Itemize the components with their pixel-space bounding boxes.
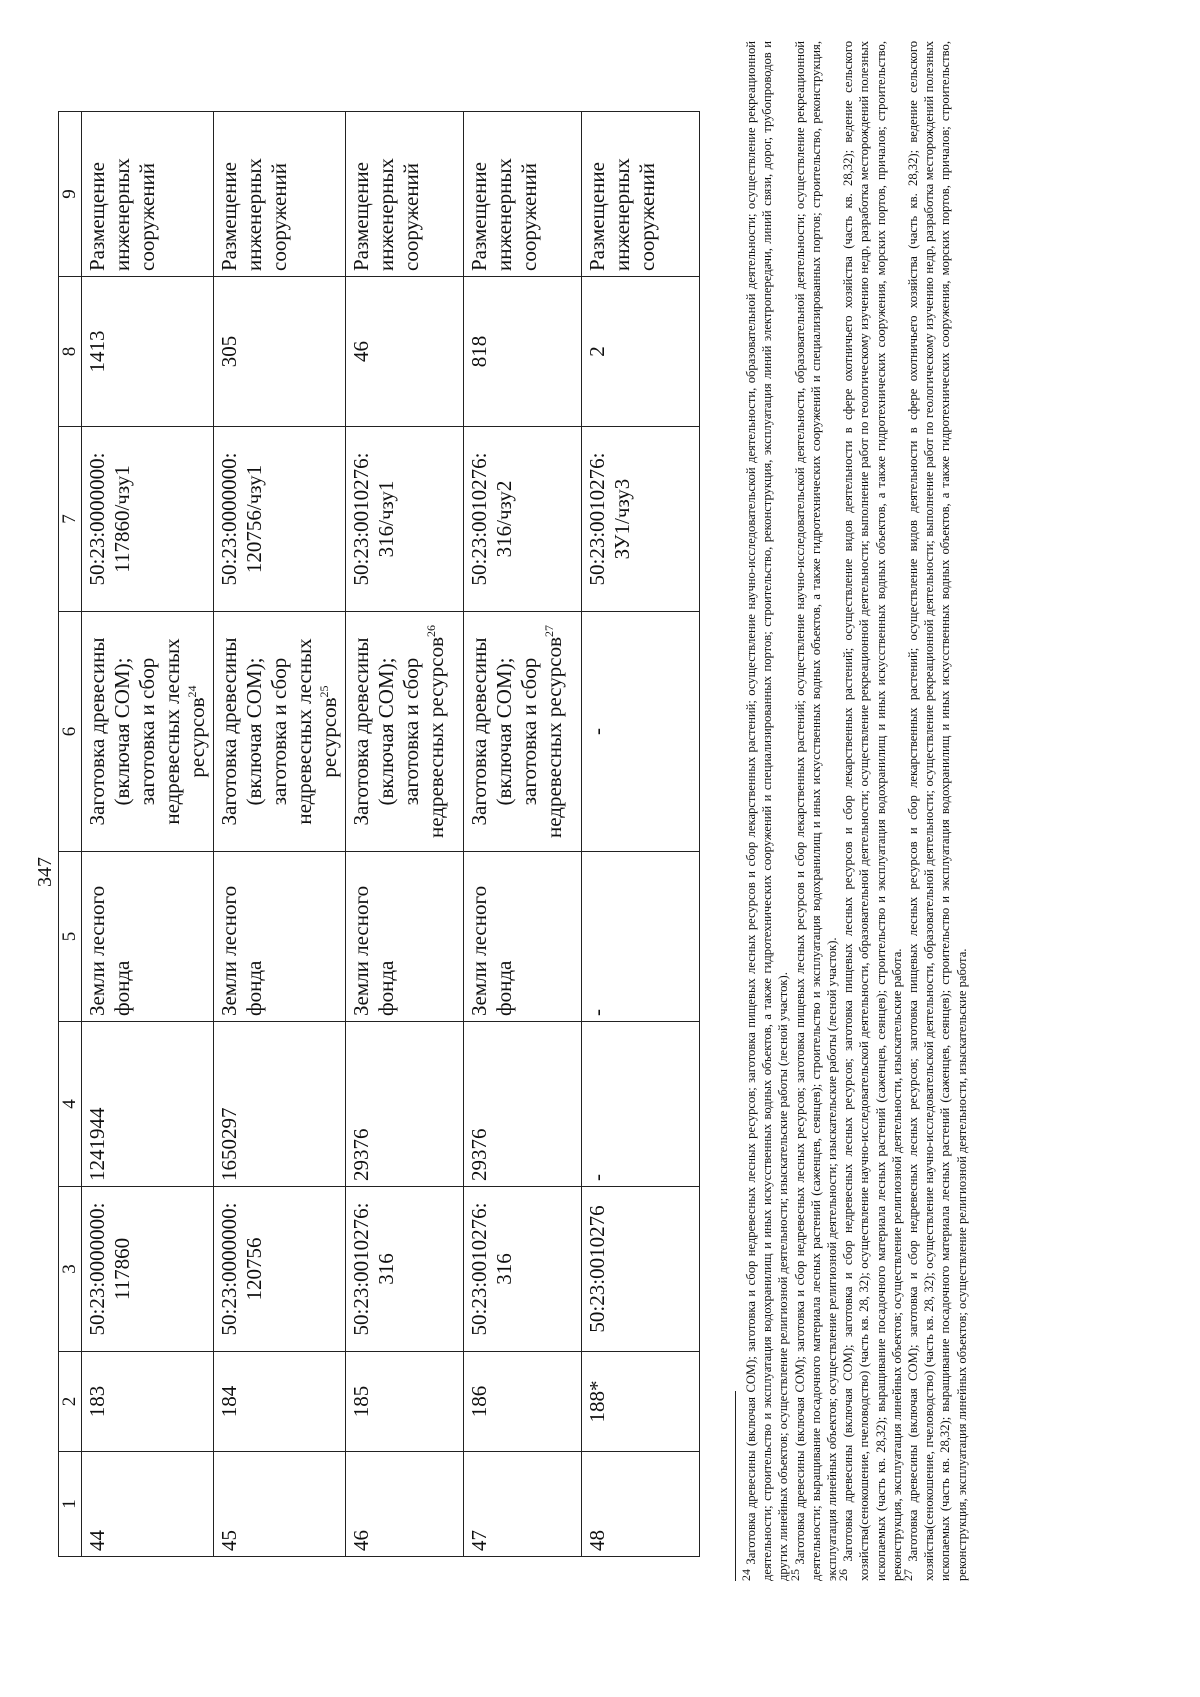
page-number: 347	[34, 857, 56, 887]
area-cell-text: -	[585, 1174, 609, 1181]
area-cell	[582, 1022, 700, 1187]
footnote	[738, 41, 792, 1581]
column-number: 4	[59, 1022, 82, 1187]
footnote-reference: 27	[542, 625, 556, 638]
footnotes	[735, 41, 970, 1581]
purpose-cell-text: Размещение инженерных сооружений	[85, 158, 159, 271]
footnote-number: 27	[900, 1569, 915, 1581]
plot-number-cell	[464, 1352, 582, 1452]
footnote-reference: 26	[424, 625, 438, 638]
part-number-cell-text: 50:23:0000000: 120756/чзу1	[217, 452, 266, 586]
purpose-cell	[582, 112, 700, 277]
permitted-use-cell	[464, 612, 582, 852]
plot-number-cell-text: 184	[217, 1385, 241, 1418]
table-row	[214, 112, 346, 1557]
column-number: 9	[59, 112, 82, 277]
cadastral-number-cell	[346, 1187, 464, 1352]
land-category-cell-text: Земли лесного фонда	[85, 885, 134, 1016]
part-area-cell-text: 2	[585, 346, 609, 357]
land-category-cell-text: Земли лесного фонда	[467, 885, 516, 1016]
land-category-cell-text: -	[585, 1009, 609, 1016]
footnote	[900, 41, 970, 1581]
permitted-use-cell	[214, 612, 346, 852]
table-row	[82, 112, 214, 1557]
plot-number-cell	[82, 1352, 214, 1452]
part-number-cell	[214, 427, 346, 612]
part-area-cell	[82, 277, 214, 427]
part-area-cell	[464, 277, 582, 427]
part-area-cell-text: 818	[467, 335, 491, 368]
part-area-cell	[582, 277, 700, 427]
plot-number-cell-text: 188*	[585, 1380, 609, 1423]
row-number-cell	[464, 1452, 582, 1557]
area-cell-text: 1650297	[217, 1107, 241, 1181]
footnote-text: Заготовка древесины (включая СОМ); заготовка и сбор недревесных лесных ресурсов; заготовка пищевых лесных ресурсов и сбор лекарственных растений; осуществление научно-исследовательской деятельности, образовательной деятельности; осуществление рекреационной деятельности; строительство и эксплуатация водохранилищ и иных искусственных водных объектов, а также гидротехнических сооружений и специализированных портов; строительство, реконструкция, эксплуатация линий электропередачи, линий связи, дорог, трубопроводов и других линейных объектов; осуществление религиозной деятельности; изыскательские работы (лесной участок).	[744, 41, 791, 1581]
column-number: 3	[59, 1187, 82, 1352]
purpose-cell-text: Размещение инженерных сооружений	[217, 158, 291, 271]
row-number-cell-text: 45	[217, 1530, 241, 1551]
cadastral-number-cell-text: 50:23:0010276: 316	[467, 1202, 516, 1336]
purpose-cell	[82, 112, 214, 277]
permitted-use-cell-text: Заготовка древесины (включая СОМ); заготовка и сбор недревесных ресурсов	[467, 637, 566, 838]
column-number: 6	[59, 612, 82, 852]
footnote-text: Заготовка древесины (включая СОМ); заготовка и сбор недревесных лесных ресурсов; заготовка пищевых лесных ресурсов и сбор лекарственных растений; осуществление научно-исследовательской деятельности, образовательной деятельности; осуществление рекреационной деятельности; выращивание посадочного материала лесных растений (саженцев, сеянцев); строительство и эксплуатация водохранилищ и иных искусственных водных объектов, а также гидротехнических сооружений и специализированных портов; строительство, реконструкция, эксплуатация линейных объектов; осуществление религиозной деятельности; изыскательские работы (лесной участок).	[792, 41, 840, 1581]
purpose-cell-text: Размещение инженерных сооружений	[585, 158, 659, 271]
part-number-cell	[464, 427, 582, 612]
cadastral-number-cell	[214, 1187, 346, 1352]
plot-number-cell-text: 183	[85, 1385, 109, 1418]
land-category-cell	[214, 852, 346, 1022]
part-number-cell-text: 50:23:0010276: 316/чзу2	[467, 452, 516, 586]
row-number-cell-text: 47	[467, 1530, 491, 1551]
part-number-cell	[346, 427, 464, 612]
land-category-cell	[582, 852, 700, 1022]
purpose-cell	[464, 112, 582, 277]
area-cell	[346, 1022, 464, 1187]
part-number-cell-text: 50:23:0010276: ЗУ1/чзу3	[585, 452, 634, 586]
column-number: 7	[59, 427, 82, 612]
cadastral-number-cell	[464, 1187, 582, 1352]
table-row	[464, 112, 582, 1557]
column-number: 2	[59, 1352, 82, 1452]
land-category-cell-text: Земли лесного фонда	[217, 885, 266, 1016]
footnote	[836, 41, 905, 1581]
permitted-use-cell	[582, 612, 700, 852]
part-number-cell	[82, 427, 214, 612]
part-area-cell	[214, 277, 346, 427]
area-cell	[214, 1022, 346, 1187]
footnote-list	[738, 41, 970, 1581]
column-number-row	[59, 112, 82, 1557]
area-cell	[464, 1022, 582, 1187]
permitted-use-cell	[346, 612, 464, 852]
footnote-separator	[735, 1391, 736, 1581]
purpose-cell-text: Размещение инженерных сооружений	[467, 158, 541, 271]
part-number-cell	[582, 427, 700, 612]
part-area-cell-text: 1413	[85, 330, 109, 373]
row-number-cell	[346, 1452, 464, 1557]
permitted-use-cell-text: Заготовка древесины (включая СОМ); заготовка и сбор недревесных ресурсов	[349, 637, 448, 838]
land-plots-table	[58, 111, 700, 1557]
footnote-number: 25	[787, 1569, 802, 1581]
column-number: 1	[59, 1452, 82, 1557]
footnote-text: Заготовка древесины (включая СОМ); заготовка и сбор недревесных лесных ресурсов; заготовка пищевых лесных ресурсов и сбор лекарственных растений; осуществление видов деятельности в сфере охотничьего хозяйства (часть кв. 28,32); ведение сельского хозяйства(сенокошение, пчеловодство) (часть кв. 28, 32); осуществление научно-исследовательской деятельности, образовательной деятельности; осуществление рекреационной деятельности; выполнение работ по геологическому изучению недр, разработка месторождений полезных ископаемых (часть кв. 28,32); выращивание посадочного материала лесных растений (саженцев, сеянцев); строительство и эксплуатация водохранилищ и иных искусственных водных объектов, а также гидротехнических сооружения, морских портов, причалов; строительство, реконструкция, эксплуатация линейных объектов; осуществление религиозной деятельности, изыскательские работа.	[841, 41, 904, 1581]
column-number: 5	[59, 852, 82, 1022]
cadastral-number-cell-text: 50:23:0000000: 117860	[85, 1202, 134, 1336]
footnote-text: Заготовка древесины (включая СОМ); заготовка и сбор недревесных лесных ресурсов; заготовка пищевых лесных ресурсов и сбор лекарственных растений; осуществление видов деятельности в сфере охотничьего хозяйства (часть кв. 28,32); ведение сельского хозяйства(сенокошение, пчеловодство) (часть кв. 28, 32); осуществление научно-исследовательской деятельности, образовательной деятельности; осуществление рекреационной деятельности; выполнение работ по геологическому изучению недр, разработка месторождений полезных ископаемых (часть кв. 28,32); выращивание посадочного материала лесных растений (саженцев, сеянцев); строительство и эксплуатация водохранилищ и иных искусственных водных объектов, а также гидротехнических сооружения, морских портов, причалов; строительство, реконструкция, эксплуатация линейных объектов; осуществление религиозной деятельности, изыскательские работа.	[906, 41, 969, 1581]
cadastral-number-cell-text: 50:23:0000000: 120756	[217, 1202, 266, 1336]
column-number: 8	[59, 277, 82, 427]
table-body	[82, 112, 700, 1557]
part-area-cell-text: 305	[217, 335, 241, 368]
table-row	[346, 112, 464, 1557]
cadastral-number-cell	[582, 1187, 700, 1352]
area-cell	[82, 1022, 214, 1187]
row-number-cell-text: 48	[585, 1530, 609, 1551]
permitted-use-cell-text: Заготовка древесины (включая СОМ); заготовка и сбор недревесных лесных ресурсов	[85, 637, 209, 826]
cadastral-number-cell-text: 50:23:0010276: 316	[349, 1202, 398, 1336]
area-cell-text: 29376	[467, 1128, 491, 1181]
area-cell-text: 29376	[349, 1128, 373, 1181]
purpose-cell	[214, 112, 346, 277]
area-cell-text: 1241944	[85, 1107, 109, 1181]
land-category-cell	[82, 852, 214, 1022]
footnote	[787, 41, 841, 1581]
plot-number-cell	[346, 1352, 464, 1452]
footnote-reference: 24	[185, 685, 199, 698]
land-category-cell-text: Земли лесного фонда	[349, 885, 398, 1016]
land-category-cell	[346, 852, 464, 1022]
footnote-number: 26	[836, 1569, 851, 1581]
plot-number-cell-text: 186	[467, 1385, 491, 1418]
plot-number-cell	[214, 1352, 346, 1452]
row-number-cell-text: 44	[85, 1530, 109, 1551]
table-row	[582, 112, 700, 1557]
part-area-cell	[346, 277, 464, 427]
row-number-cell	[582, 1452, 700, 1557]
part-area-cell-text: 46	[349, 341, 373, 362]
footnote-number: 24	[738, 1569, 753, 1581]
land-category-cell	[464, 852, 582, 1022]
part-number-cell-text: 50:23:0010276: 316/чзу1	[349, 452, 398, 586]
permitted-use-cell-text: -	[585, 728, 609, 735]
footnote-reference: 25	[317, 685, 331, 698]
plot-number-cell	[582, 1352, 700, 1452]
row-number-cell	[82, 1452, 214, 1557]
purpose-cell	[346, 112, 464, 277]
permitted-use-cell-text: Заготовка древесины (включая СОМ); заготовка и сбор недревесных лесных ресурсов	[217, 637, 341, 826]
cadastral-number-cell-text: 50:23:0010276	[585, 1205, 609, 1333]
plot-number-cell-text: 185	[349, 1385, 373, 1418]
row-number-cell-text: 46	[349, 1530, 373, 1551]
part-number-cell-text: 50:23:0000000: 117860/чзу1	[85, 452, 134, 586]
permitted-use-cell	[82, 612, 214, 852]
row-number-cell	[214, 1452, 346, 1557]
purpose-cell-text: Размещение инженерных сооружений	[349, 158, 423, 271]
cadastral-number-cell	[82, 1187, 214, 1352]
